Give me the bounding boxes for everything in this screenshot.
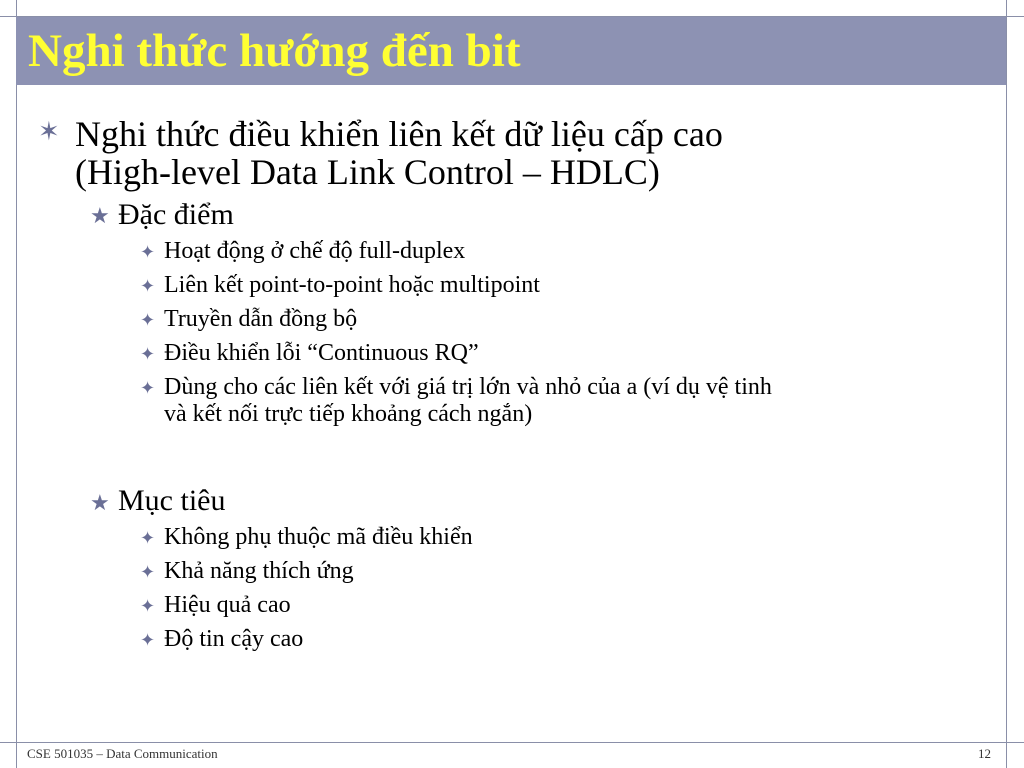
feature-item: Truyền dẫn đồng bộ [164,306,358,332]
slide-title: Nghi thức hướng đến bit [28,25,521,77]
main-point-line2: (High-level Data Link Control – HDLC) [75,152,660,192]
level1-bullet-icon: ✶ [38,117,60,146]
page-number: 12 [978,746,991,761]
feature-item: Điều khiển lỗi “Continuous RQ” [164,340,479,366]
level3-bullet-icon: ✦ [140,344,156,364]
features-heading: Đặc điểm [118,198,234,231]
level3-bullet-icon: ✦ [140,630,156,650]
level3-bullet-icon: ✦ [140,528,156,548]
feature-item: Dùng cho các liên kết với giá trị lớn và nhỏ của a (ví dụ vệ tinh [164,374,772,400]
goal-item: Độ tin cậy cao [164,626,304,652]
level2-bullet-icon: ★ [90,203,110,228]
level3-bullet-icon: ✦ [140,276,156,296]
feature-item: Hoạt động ở chế độ full-duplex [164,238,466,264]
frame-bottom-line [0,742,1024,743]
footer-course: CSE 501035 – Data Communication [27,746,218,761]
level3-bullet-icon: ✦ [140,596,156,616]
level3-bullet-icon: ✦ [140,310,156,330]
goal-item: Hiệu quả cao [164,592,291,618]
main-point-line1: Nghi thức điều khiển liên kết dữ liệu cấp cao [75,114,723,154]
level3-bullet-icon: ✦ [140,242,156,262]
goal-item: Không phụ thuộc mã điều khiển [164,524,473,550]
feature-item-continuation: và kết nối trực tiếp khoảng cách ngắn) [164,401,533,427]
feature-item: Liên kết point-to-point hoặc multipoint [164,272,540,298]
level3-bullet-icon: ✦ [140,562,156,582]
goal-item: Khả năng thích ứng [164,558,354,584]
level3-bullet-icon: ✦ [140,378,156,398]
level2-bullet-icon: ★ [90,490,110,515]
goals-heading: Mục tiêu [118,484,226,517]
